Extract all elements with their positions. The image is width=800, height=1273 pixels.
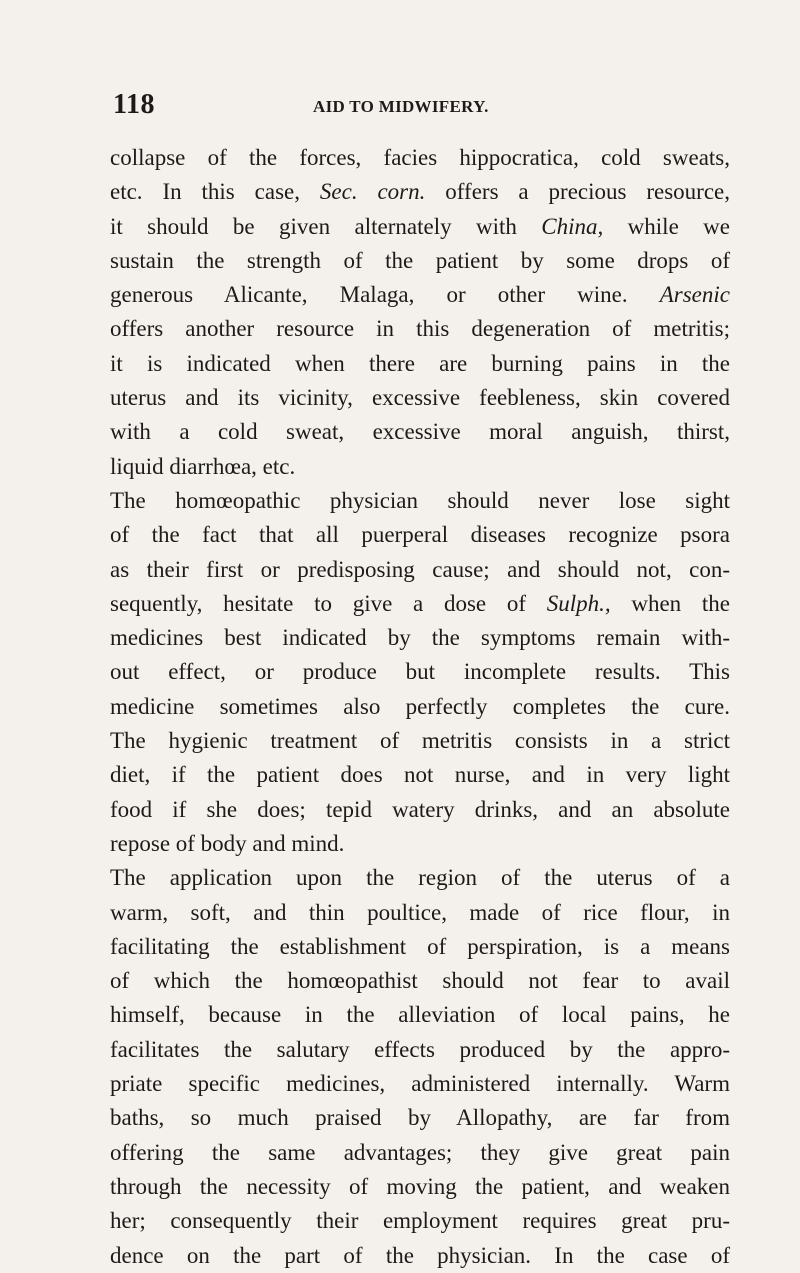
text-segment: offers another resource in this degeneration of metritis;	[110, 316, 730, 342]
text-segment: while we	[603, 213, 731, 239]
text-segment: The homœopathic physician should never lose sight	[110, 487, 730, 513]
text-line	[110, 1067, 730, 1101]
text-line	[110, 381, 730, 415]
text-line	[110, 415, 730, 449]
text-segment: medicines best indicated by the symptoms remain with-	[110, 625, 730, 651]
text-segment: warm, soft, and thin poultice, made of rice flour, in	[110, 899, 730, 925]
running-head	[113, 90, 728, 120]
text-line	[110, 793, 730, 827]
text-segment: repose of body and mind.	[110, 830, 345, 856]
text-line	[110, 175, 730, 209]
text-line	[110, 861, 730, 895]
text-line	[110, 141, 730, 175]
text-segment: offers a precious resource,	[425, 179, 730, 205]
body-text	[110, 141, 730, 1273]
text-segment: priate specific medicines, administered internally. Warm	[110, 1071, 730, 1097]
text-segment: collapse of the forces, facies hippocratica, cold sweats,	[110, 145, 730, 170]
text-line	[110, 690, 730, 724]
text-segment: liquid diarrhœa, etc.	[110, 453, 296, 479]
text-line	[110, 518, 730, 552]
text-line	[110, 1033, 730, 1067]
text-line	[110, 1101, 730, 1135]
text-segment: uterus and its vicinity, excessive feebleness, skin covered	[110, 385, 730, 411]
text-segment: baths, so much praised by Allopathy, are far from	[110, 1105, 730, 1131]
text-line	[110, 1170, 730, 1204]
text-line	[110, 244, 730, 278]
text-line	[110, 724, 730, 758]
text-line	[110, 450, 730, 484]
text-segment: of the fact that all puerperal diseases recognize psora	[110, 522, 730, 548]
text-line	[110, 484, 730, 518]
text-line	[110, 1204, 730, 1238]
text-segment: through the necessity of moving the patient, and weaken	[110, 1173, 730, 1199]
text-segment: facilitates the salutary effects produced by the appro-	[110, 1036, 730, 1062]
text-segment: offering the same advantages; they give great pain	[110, 1139, 730, 1165]
text-line	[110, 827, 730, 861]
text-line	[110, 587, 730, 621]
text-segment: etc. In this case,	[110, 179, 320, 205]
text-line	[110, 1136, 730, 1170]
text-line	[110, 312, 730, 346]
text-segment: generous Alicante, Malaga, or other wine.	[110, 282, 660, 308]
text-segment: it is indicated when there are burning pains in the	[110, 350, 730, 376]
text-segment: dence on the part of the physician. In the case of	[110, 1242, 730, 1268]
text-line	[110, 758, 730, 792]
text-segment: her; consequently their employment requires great pru-	[110, 1208, 730, 1234]
text-line	[110, 621, 730, 655]
text-line	[110, 1239, 730, 1273]
text-segment: The application upon the region of the uterus of a	[110, 865, 730, 891]
italic-term-china: China,	[541, 213, 604, 239]
text-line	[110, 210, 730, 244]
text-line	[110, 553, 730, 587]
text-line	[110, 278, 730, 312]
text-line	[110, 347, 730, 381]
text-segment: facilitating the establishment of perspiration, is a means	[110, 933, 730, 959]
text-segment: when the	[610, 590, 730, 616]
italic-term-sec-corn: Sec. corn.	[319, 179, 426, 205]
page-number: 118	[113, 89, 155, 120]
text-line	[110, 930, 730, 964]
text-segment: it should be given alternately with	[110, 213, 542, 239]
running-title: AID TO MIDWIFERY.	[313, 97, 489, 116]
text-line	[110, 655, 730, 689]
text-segment: himself, because in the alleviation of local pains, he	[110, 1002, 730, 1028]
text-segment: of which the homœopathist should not fear to avail	[110, 968, 730, 994]
text-line	[110, 896, 730, 930]
text-segment: out effect, or produce but incomplete results. This	[110, 659, 730, 685]
text-line	[110, 998, 730, 1032]
text-segment: food if she does; tepid watery drinks, and an absolute	[110, 796, 730, 822]
italic-term-arsenic: Arsenic	[659, 282, 730, 308]
text-segment: medicine sometimes also perfectly completes the cure.	[110, 693, 730, 719]
text-segment: with a cold sweat, excessive moral anguish, thirst,	[110, 419, 730, 445]
text-segment: diet, if the patient does not nurse, and in very light	[110, 762, 730, 788]
text-segment: as their first or predisposing cause; and should not, con-	[110, 556, 730, 582]
text-segment: sustain the strength of the patient by some drops of	[110, 247, 730, 273]
text-segment: The hygienic treatment of metritis consists in a strict	[110, 728, 730, 754]
text-segment: sequently, hesitate to give a dose of	[110, 590, 547, 616]
italic-term-sulph: Sulph.,	[546, 590, 611, 616]
text-line	[110, 964, 730, 998]
